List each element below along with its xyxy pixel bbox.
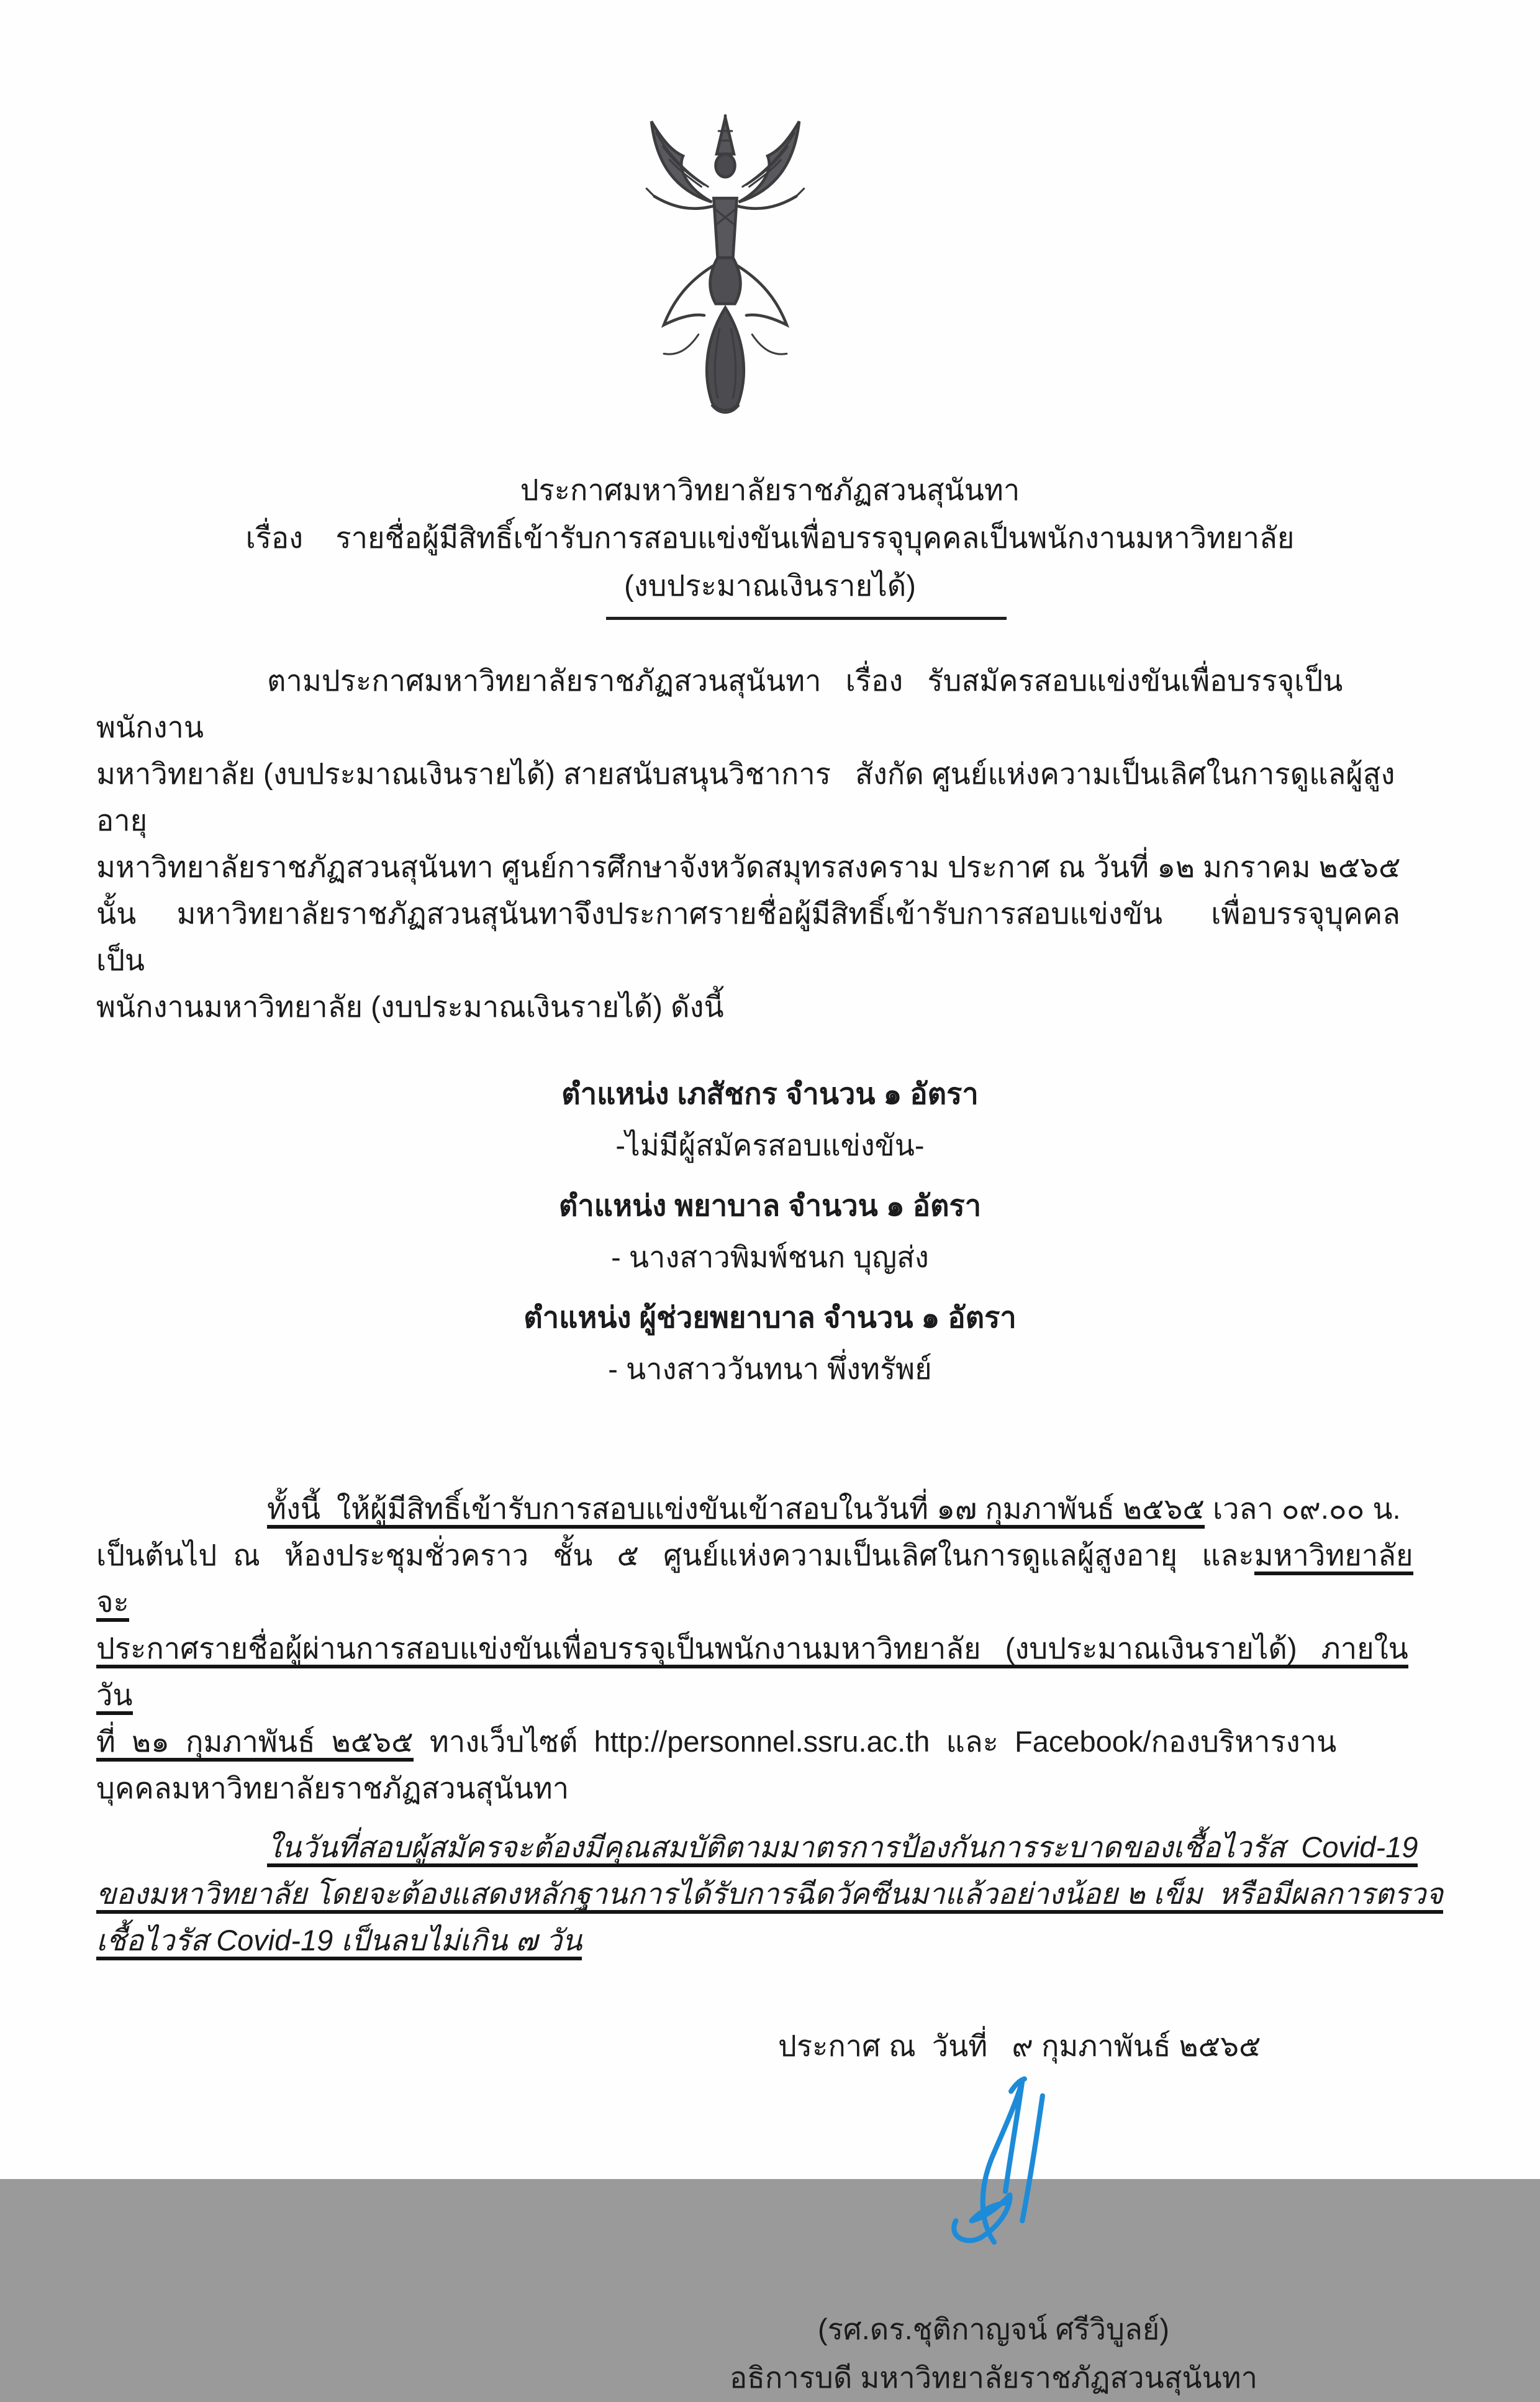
paragraph-line [96, 1532, 1444, 1625]
paragraph-line: ตามประกาศมหาวิทยาลัยราชภัฏสวนสุนันทา เรื่อง รับสมัครสอบแข่งขันเพื่อบรรจุเป็นพนักงาน [96, 664, 1343, 744]
paragraph-line: พนักงานมหาวิทยาลัย (งบประมาณเงินรายได้) ดังนี้ [96, 990, 724, 1023]
underlined-text: ที่ ๒๑ กุมภาพันธ์ ๒๕๖๕ [96, 1725, 414, 1762]
underlined-text: ของมหาวิทยาลัย โดยจะต้องแสดงหลักฐานการได้รับการฉีดวัคซีนมาแล้วอย่างน้อย ๒ เข็ม หรือมีผลการตรวจ [96, 1877, 1443, 1914]
signature-image [922, 2072, 1077, 2252]
announcement-title: ประกาศมหาวิทยาลัยราชภัฏสวนสุนันทา [520, 473, 1020, 506]
paragraph-line [96, 1625, 1444, 1718]
subject-line: เรื่อง รายชื่อผู้มีสิทธิ์เข้ารับการสอบแข่งขันเพื่อบรรจุบุคคลเป็นพนักงานมหาวิทยาลัย [245, 521, 1295, 554]
paragraph-line [96, 1485, 1444, 1532]
underlined-text: มหาวิทยาลัยจะ [96, 1539, 1413, 1622]
paragraph-line: มหาวิทยาลัย (งบประมาณเงินรายได้) สายสนับสนุนวิชาการ สังกัด ศูนย์แห่งความเป็นเลิศในการดูแลผู้สูงอายุ [96, 757, 1395, 837]
underlined-text: ในวันที่สอบผู้สมัครจะต้องมีคุณสมบัติตามมาตรการป้องกันการระบาดของเชื้อไวรัส Covid-19 [267, 1831, 1418, 1867]
plain-text: ทางเว็บไซต์ http://personnel.ssru.ac.th และ Facebook/กองบริหารงาน [413, 1725, 1337, 1758]
signature-row [96, 2072, 1444, 2259]
garuda-emblem-icon [620, 112, 831, 429]
signer-role: อธิการบดี มหาวิทยาลัยราชภัฏสวนสุนันทา [729, 2361, 1258, 2394]
underlined-text: เชื้อไวรัส Covid-19 เป็นลบไม่เกิน ๗ วัน [96, 1924, 582, 1960]
underlined-text: ทั้งนี้ ให้ผู้มีสิทธิ์เข้ารับการสอบแข่งขันเข้าสอบในวันที่ ๑๗ กุมภาพันธ์ ๒๕๖๕ [267, 1492, 1205, 1529]
paragraph-line [96, 1718, 1444, 1765]
paragraph-line [96, 1824, 1444, 1870]
divider-rule [606, 617, 1007, 620]
announcement-date: ประกาศ ณ วันที่ ๙ กุมภาพันธ์ ๒๕๖๕ [778, 2029, 1261, 2062]
date-row [96, 2022, 1444, 2069]
plain-text: เวลา ๐๙.๐๐ น. [1204, 1492, 1401, 1525]
underlined-text: ประกาศรายชื่อผู้ผ่านการสอบแข่งขันเพื่อบรรจุเป็นพนักงานมหาวิทยาลัย (งบประมาณเงินรายได้) ภายในวัน [96, 1632, 1408, 1715]
covid-note [96, 1824, 1444, 1963]
position-result: - นางสาวพิมพ์ชนก บุญส่ง [611, 1240, 929, 1273]
signer-name: (รศ.ดร.ชุติกาญจน์ ศรีวิบูลย์) [818, 2313, 1169, 2345]
signoff-block [683, 2305, 1304, 2402]
paragraph-line: มหาวิทยาลัยราชภัฏสวนสุนันทา ศูนย์การศึกษาจังหวัดสมุทรสงคราม ประกาศ ณ วันที่ ๑๒ มกราคม ๒๕๖๕ [96, 850, 1401, 883]
title-block [96, 466, 1444, 609]
positions-list [96, 1070, 1444, 1392]
intro-paragraph [96, 657, 1444, 1030]
budget-line: (งบประมาณเงินรายได้) [624, 569, 916, 602]
position-heading: ตำแหน่ง พยาบาล จำนวน ๑ อัตรา [558, 1189, 982, 1222]
paragraph-line: นั้น มหาวิทยาลัยราชภัฏสวนสุนันทาจึงประกาศรายชื่อผู้มีสิทธิ์เข้ารับการสอบแข่งขัน เพื่อบรรจุบุคคลเป็น [96, 897, 1400, 976]
paragraph-line: บุคคลมหาวิทยาลัยราชภัฏสวนสุนันทา [96, 1772, 569, 1804]
paragraph-line [96, 1870, 1444, 1917]
emblem-row [96, 112, 1444, 435]
position-result: - นางสาววันทนา พึ่งทรัพย์ [608, 1352, 932, 1385]
position-result: -ไม่มีผู้สมัครสอบแข่งขัน- [615, 1129, 925, 1162]
plain-text: เป็นต้นไป ณ ห้องประชุมชั่วคราว ชั้น ๕ ศูนย์แห่งความเป็นเลิศในการดูแลผู้สูงอายุ และ [96, 1539, 1254, 1572]
position-heading: ตำแหน่ง เภสัชกร จำนวน ๑ อัตรา [561, 1077, 979, 1110]
position-heading: ตำแหน่ง ผู้ช่วยพยาบาล จำนวน ๑ อัตรา [523, 1301, 1017, 1334]
exam-details-paragraph [96, 1485, 1444, 1811]
paragraph-line [96, 1917, 1444, 1963]
